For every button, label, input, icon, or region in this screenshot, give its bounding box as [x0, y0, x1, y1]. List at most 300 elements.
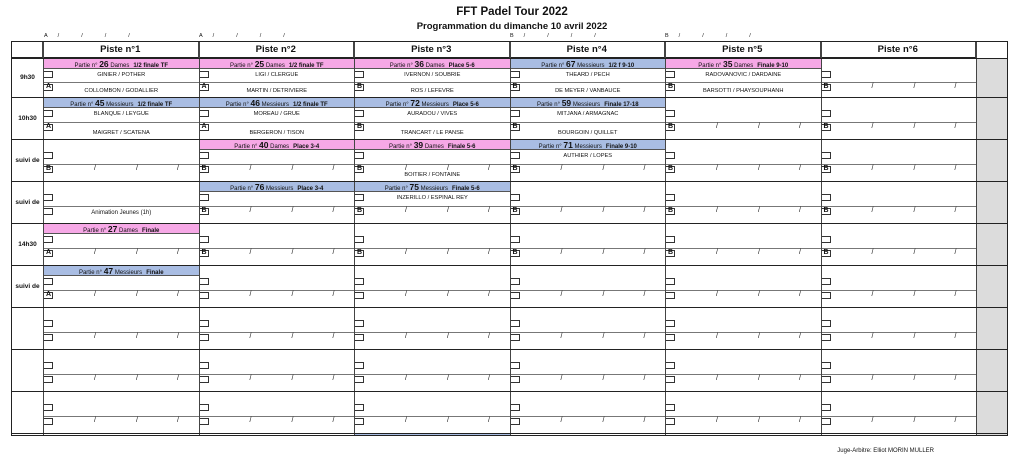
match-cell — [511, 182, 666, 223]
match-cell — [355, 140, 510, 181]
score-slash: / — [913, 83, 916, 90]
score-slash: / — [758, 291, 760, 298]
score-slash: / — [602, 291, 605, 298]
match-phase: Finale 9-10 — [757, 63, 789, 69]
score-box[interactable] — [822, 71, 831, 78]
match-cell — [822, 350, 977, 391]
top-slash: / — [570, 33, 573, 39]
score-box[interactable] — [666, 110, 675, 117]
team-two: BARSOTTI / PHAYSOUPHANH — [703, 88, 784, 94]
team-two: ROS / LEFEVRE — [410, 88, 454, 94]
score-slash: / — [643, 291, 646, 298]
score-slash: / — [602, 165, 605, 172]
court-side-letter: A — [201, 123, 207, 130]
score-box[interactable] — [511, 194, 520, 201]
team-divider — [511, 374, 666, 375]
score-box[interactable] — [44, 376, 53, 383]
match-cell — [666, 140, 821, 181]
score-slash: / — [758, 375, 760, 382]
match-cell — [511, 140, 666, 181]
score-slash: / — [560, 333, 563, 340]
match-cell — [200, 392, 355, 433]
top-slash: / — [283, 33, 285, 39]
match-number: 26 — [99, 59, 109, 69]
score-slash: / — [560, 291, 563, 298]
court-side-letter: B — [512, 83, 518, 90]
team-divider — [666, 164, 821, 165]
match-cell — [200, 224, 355, 265]
top-slash: / — [81, 33, 83, 39]
court-header: Piste n°1 — [43, 42, 199, 58]
score-box[interactable] — [822, 418, 831, 425]
match-cell — [666, 392, 821, 433]
match-header-band — [200, 59, 355, 69]
match-header-band — [44, 266, 199, 276]
court-side-letter: B — [46, 165, 52, 172]
score-slash: / — [291, 291, 294, 298]
match-category: Dames — [424, 63, 445, 69]
time-slot — [12, 391, 43, 433]
score-box[interactable] — [511, 362, 520, 369]
time-slot: suivi de — [15, 156, 40, 164]
match-number: 35 — [723, 59, 733, 69]
match-number: 59 — [561, 98, 572, 108]
court-side-letter: B — [512, 207, 518, 214]
team-divider — [200, 248, 355, 249]
score-box[interactable] — [200, 334, 209, 341]
match-label: Partie n° — [234, 144, 260, 150]
score-slash: / — [94, 375, 96, 382]
time-slot — [12, 307, 43, 349]
match-category: Messieurs — [104, 102, 134, 108]
score-slash: / — [799, 249, 801, 256]
match-number: 67 — [566, 59, 576, 69]
top-team-letter: B — [665, 33, 669, 39]
top-slash: / — [594, 33, 596, 39]
score-box[interactable] — [822, 292, 831, 299]
team-two: MARTIN / DETRIVIERE — [246, 88, 308, 94]
court-side-letter: B — [201, 207, 207, 214]
score-slash: / — [447, 417, 449, 424]
score-box[interactable] — [44, 278, 53, 285]
score-box[interactable] — [822, 236, 831, 243]
match-number: 71 — [563, 140, 573, 150]
match-category: Messieurs — [572, 144, 602, 150]
score-box[interactable] — [200, 278, 209, 285]
court-side-letter: A — [46, 249, 52, 256]
score-box[interactable] — [822, 278, 831, 285]
court-side-letter: B — [357, 83, 363, 90]
score-slash: / — [291, 375, 294, 382]
score-slash: / — [136, 417, 138, 424]
court-side-letter: B — [823, 83, 829, 90]
match-cell — [355, 266, 510, 307]
score-slash: / — [291, 417, 294, 424]
score-box[interactable] — [666, 236, 675, 243]
match-cell — [355, 98, 510, 139]
score-box[interactable] — [355, 278, 364, 285]
team-one: MITJANA / ARMAGNAC — [557, 111, 619, 117]
score-box[interactable] — [200, 152, 209, 159]
score-slash: / — [560, 165, 563, 172]
score-box[interactable] — [666, 292, 675, 299]
score-slash: / — [488, 207, 490, 214]
team-two: MAIGRET / SCATENA — [92, 130, 150, 136]
score-box[interactable] — [511, 292, 520, 299]
match-cell — [511, 392, 666, 433]
score-slash: / — [602, 333, 605, 340]
score-slash: / — [447, 375, 449, 382]
match-phase: Finale 5-6 — [447, 144, 476, 150]
score-slash: / — [871, 333, 874, 340]
match-number: 46 — [250, 98, 260, 108]
match-category: Dames — [423, 144, 444, 150]
team-divider — [822, 332, 977, 333]
match-header-band — [511, 140, 666, 150]
court-side-letter: B — [512, 249, 518, 256]
team-divider — [44, 416, 199, 417]
team-one: RADOVANOVIC / DARDAINE — [705, 72, 782, 78]
score-box[interactable] — [666, 404, 675, 411]
match-phase: Finale 17-18 — [604, 102, 639, 108]
match-number: 27 — [107, 224, 118, 234]
match-category: Dames — [117, 228, 139, 234]
match-cell — [200, 350, 355, 391]
match-phase: 1/2 finale TF — [288, 63, 324, 69]
score-box[interactable] — [666, 376, 675, 383]
score-slash: / — [913, 249, 916, 256]
score-box[interactable] — [511, 278, 520, 285]
top-team-letter: B — [510, 33, 514, 39]
match-label: Partie n° — [225, 102, 251, 108]
score-box[interactable] — [355, 404, 364, 411]
score-slash: / — [643, 417, 646, 424]
score-slash: / — [488, 417, 490, 424]
score-slash: / — [954, 123, 957, 130]
score-slash: / — [249, 249, 252, 256]
score-slash: / — [799, 207, 801, 214]
score-slash: / — [291, 207, 294, 214]
team-one: THEARD / PECH — [565, 72, 610, 78]
match-cell — [44, 182, 199, 223]
score-box[interactable] — [44, 236, 53, 243]
score-slash: / — [799, 165, 801, 172]
team-divider — [355, 374, 510, 375]
score-box[interactable] — [822, 362, 831, 369]
score-slash: / — [405, 207, 407, 214]
match-phase: Finale 5-6 — [452, 186, 480, 192]
score-box[interactable] — [44, 334, 53, 341]
match-phase: 1/2 finale TF — [133, 63, 169, 69]
match-phase: Finale 9-10 — [605, 144, 637, 150]
team-divider — [44, 122, 199, 123]
score-box[interactable] — [355, 362, 364, 369]
match-header-band — [44, 224, 199, 234]
match-label: Partie n° — [230, 186, 255, 192]
score-box[interactable] — [666, 320, 675, 327]
score-slash: / — [94, 333, 96, 340]
team-divider — [822, 416, 977, 417]
score-box[interactable] — [666, 194, 675, 201]
team-divider — [44, 248, 199, 249]
match-label: Partie n° — [70, 102, 96, 108]
court-header: Piste n°2 — [199, 42, 355, 58]
match-cell — [666, 224, 821, 265]
score-box[interactable] — [44, 320, 53, 327]
match-number — [409, 434, 418, 435]
match-header-band — [666, 59, 821, 69]
schedule-grid — [11, 41, 1008, 436]
team-one: GINIER / POTHER — [97, 72, 146, 78]
court-side-letter: B — [823, 249, 829, 256]
team-divider — [200, 164, 355, 165]
team-two: DE MEYER / VANBAUCE — [555, 88, 621, 94]
score-box[interactable] — [200, 404, 209, 411]
court-side-letter: B — [357, 123, 363, 130]
score-box[interactable] — [666, 362, 675, 369]
score-box[interactable] — [666, 334, 675, 341]
score-box[interactable] — [44, 194, 53, 201]
score-slash: / — [560, 417, 563, 424]
column-divider — [976, 42, 977, 435]
court-header: Piste n°6 — [821, 42, 977, 58]
score-box[interactable] — [200, 236, 209, 243]
score-slash: / — [447, 207, 449, 214]
score-slash: / — [249, 291, 252, 298]
score-slash: / — [716, 291, 718, 298]
score-slash: / — [954, 375, 957, 382]
score-slash: / — [913, 165, 916, 172]
match-cell — [822, 59, 977, 97]
score-box[interactable] — [511, 334, 520, 341]
match-cell — [511, 350, 666, 391]
match-header-band — [355, 59, 510, 69]
score-slash: / — [177, 249, 179, 256]
team-divider — [200, 206, 355, 207]
score-box[interactable] — [355, 152, 364, 159]
team-divider — [822, 122, 977, 123]
match-number: 72 — [410, 98, 420, 108]
match-header-band — [200, 98, 355, 108]
score-box[interactable] — [822, 376, 831, 383]
score-slash: / — [913, 291, 916, 298]
score-box[interactable] — [822, 334, 831, 341]
top-slash: / — [523, 33, 526, 39]
score-slash: / — [913, 123, 916, 130]
score-slash: / — [716, 333, 718, 340]
score-slash: / — [716, 249, 718, 256]
score-slash: / — [643, 249, 646, 256]
score-slash: / — [249, 333, 252, 340]
match-cell — [666, 98, 821, 139]
score-box[interactable] — [822, 194, 831, 201]
team-divider — [44, 206, 199, 207]
team-divider — [200, 416, 355, 417]
match-cell — [822, 224, 977, 265]
score-slash: / — [799, 333, 801, 340]
match-cell — [355, 434, 510, 435]
score-box[interactable] — [355, 320, 364, 327]
score-box[interactable] — [511, 404, 520, 411]
score-box[interactable] — [355, 376, 364, 383]
score-box[interactable] — [200, 292, 209, 299]
score-slash: / — [94, 417, 96, 424]
top-slash: / — [725, 33, 728, 39]
team-divider — [355, 290, 510, 291]
match-number: 76 — [254, 182, 265, 192]
score-box[interactable] — [44, 152, 53, 159]
court-side-letter: B — [668, 249, 674, 256]
score-box[interactable] — [511, 320, 520, 327]
match-header-band — [200, 182, 355, 192]
score-box[interactable] — [511, 236, 520, 243]
score-box[interactable] — [822, 152, 831, 159]
match-cell — [200, 434, 355, 435]
team-divider — [511, 416, 666, 417]
score-slash: / — [291, 249, 294, 256]
match-label: Partie n° — [536, 102, 562, 108]
score-slash: / — [758, 249, 760, 256]
team-divider — [200, 122, 355, 123]
match-label: Partie n° — [385, 102, 411, 108]
team-one: AUTHIER / LOPES — [563, 153, 613, 159]
team-divider — [200, 82, 355, 83]
score-box[interactable] — [200, 418, 209, 425]
score-slash: / — [799, 417, 801, 424]
match-cell — [666, 350, 821, 391]
score-box[interactable] — [511, 418, 520, 425]
match-cell — [44, 140, 199, 181]
score-slash: / — [716, 207, 718, 214]
team-one: AURADOU / VIVES — [407, 111, 458, 117]
score-box[interactable] — [200, 376, 209, 383]
match-cell — [355, 224, 510, 265]
match-number: 47 — [103, 266, 114, 276]
score-box[interactable] — [200, 320, 209, 327]
match-header-band — [44, 98, 199, 108]
match-cell — [511, 308, 666, 349]
team-two: BOURGOIN / QUILLET — [558, 130, 618, 136]
score-slash: / — [954, 83, 957, 90]
match-cell — [666, 266, 821, 307]
score-slash: / — [716, 417, 718, 424]
team-divider — [822, 164, 977, 165]
team-two: BERGERON / TISON — [249, 130, 305, 136]
match-category: Messieurs — [571, 102, 601, 108]
score-box[interactable] — [666, 418, 675, 425]
court-header: Piste n°5 — [665, 42, 821, 58]
score-slash: / — [913, 417, 916, 424]
score-slash: / — [913, 375, 916, 382]
score-box[interactable] — [355, 236, 364, 243]
team-divider — [44, 290, 199, 291]
team-divider — [511, 164, 666, 165]
score-box[interactable] — [200, 194, 209, 201]
score-box[interactable] — [200, 362, 209, 369]
score-slash: / — [871, 123, 874, 130]
score-box[interactable] — [666, 278, 675, 285]
team-divider — [511, 290, 666, 291]
score-slash: / — [405, 249, 407, 256]
referee-footer: Juge-Arbitre: Elliot MORIN MULLER — [837, 448, 934, 454]
match-cell — [44, 434, 199, 435]
match-phase: Finale — [146, 270, 164, 276]
score-slash: / — [758, 165, 760, 172]
score-slash: / — [291, 165, 294, 172]
score-box[interactable] — [511, 376, 520, 383]
score-slash: / — [871, 291, 874, 298]
activity-label: Animation Jeunes (1h) — [91, 210, 152, 216]
score-box[interactable] — [355, 334, 364, 341]
match-cell — [44, 224, 199, 265]
score-box[interactable] — [44, 404, 53, 411]
team-divider — [666, 290, 821, 291]
score-slash: / — [291, 333, 294, 340]
match-phase: 1/2 finale TF — [293, 102, 328, 108]
match-cell — [511, 59, 666, 97]
score-slash: / — [913, 333, 916, 340]
time-slot: 10h30 — [18, 114, 37, 122]
court-side-letter: B — [201, 165, 207, 172]
score-slash: / — [405, 333, 407, 340]
score-slash: / — [954, 207, 957, 214]
match-cell — [666, 182, 821, 223]
score-box[interactable] — [822, 320, 831, 327]
team-two: BOITIER / FONTAINE — [404, 172, 461, 178]
score-slash: / — [94, 249, 96, 256]
top-team-letter: A — [199, 33, 203, 39]
score-box[interactable] — [822, 110, 831, 117]
score-slash: / — [643, 375, 646, 382]
score-slash: / — [560, 249, 563, 256]
match-cell — [666, 434, 821, 435]
score-slash: / — [954, 165, 957, 172]
score-box[interactable] — [822, 404, 831, 411]
top-team-letter: A — [44, 33, 48, 39]
match-category: Dames — [108, 63, 130, 69]
score-slash: / — [758, 123, 760, 130]
court-side-letter: B — [512, 123, 518, 130]
score-box[interactable] — [666, 152, 675, 159]
match-number: 39 — [413, 140, 424, 150]
match-phase: 1/2 finale TF — [137, 102, 173, 108]
match-cell — [511, 224, 666, 265]
score-box[interactable] — [44, 362, 53, 369]
score-box[interactable] — [355, 292, 364, 299]
court-side-letter: A — [201, 83, 207, 90]
score-slash: / — [913, 207, 916, 214]
score-slash: / — [799, 123, 801, 130]
court-side-letter: A — [46, 83, 52, 90]
match-category: Messieurs — [260, 102, 290, 108]
team-divider — [200, 332, 355, 333]
score-slash: / — [249, 417, 252, 424]
match-number: 75 — [409, 182, 419, 192]
court-side-letter: A — [46, 123, 52, 130]
team-divider — [355, 206, 510, 207]
score-box[interactable] — [355, 418, 364, 425]
court-side-letter: B — [357, 165, 363, 172]
top-slash: / — [212, 33, 215, 39]
match-category: Dames — [268, 144, 290, 150]
score-box[interactable] — [44, 418, 53, 425]
team-divider — [355, 122, 510, 123]
score-slash: / — [871, 375, 874, 382]
match-category: Dames — [732, 63, 754, 69]
score-slash: / — [177, 165, 179, 172]
team-divider — [666, 206, 821, 207]
team-one: LIGI / CLERGUE — [255, 72, 299, 78]
